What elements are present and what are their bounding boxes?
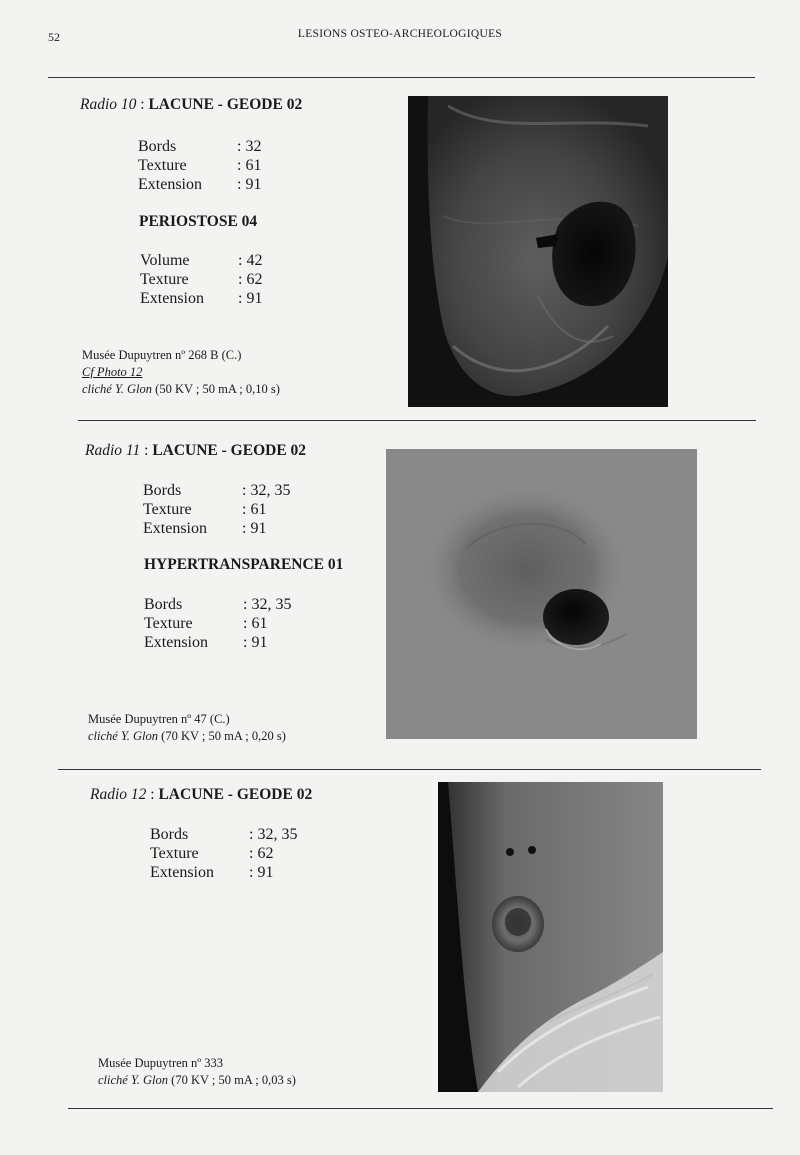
measure-label: Texture (140, 271, 189, 288)
measure-label: Extension (144, 634, 208, 651)
page-number: 52 (48, 30, 60, 44)
cliche-author: cliché Y. Glon (98, 1073, 169, 1087)
measure-value: : 32, 35 (249, 826, 298, 843)
section-subtitle: HYPERTRANSPARENCE 01 (144, 556, 344, 573)
measure-label: Bords (143, 482, 182, 499)
measure-value: : 61 (243, 615, 268, 632)
museum-reference: Musée Dupuytren nº 333 (98, 1056, 224, 1070)
radiograph-11 (386, 449, 697, 739)
measure-label: Bords (144, 596, 183, 613)
measure-value: : 42 (238, 252, 263, 269)
measure-label: Texture (143, 501, 192, 518)
cliche-params: (70 KV ; 50 mA ; 0,03 s) (171, 1073, 296, 1087)
museum-reference: Musée Dupuytren nº 268 B (C.) (82, 348, 242, 362)
measure-value: : 62 (238, 271, 263, 288)
radio-number: Radio 10 (80, 96, 137, 113)
lesion-name: LACUNE - GEODE 02 (158, 786, 313, 803)
cliche-author: cliché Y. Glon (82, 382, 153, 396)
radio-number: Radio 11 (85, 442, 141, 459)
measure-value: : 62 (249, 845, 274, 862)
measure-value: : 32 (237, 138, 262, 155)
radio-number: Radio 12 (90, 786, 147, 803)
measure-label: Texture (150, 845, 199, 862)
cliche-author: cliché Y. Glon (88, 729, 159, 743)
measure-value: : 91 (249, 864, 274, 881)
measure-label: Extension (138, 176, 202, 193)
caption-block (88, 711, 286, 745)
section-rule (78, 420, 756, 421)
measure-value: : 91 (237, 176, 262, 193)
measure-label: Texture (138, 157, 187, 174)
museum-reference: Musée Dupuytren nº 47 (C.) (88, 712, 230, 726)
caption-block (82, 347, 280, 398)
cliche-line (82, 381, 280, 398)
measure-value: : 61 (237, 157, 262, 174)
measure-value: : 91 (238, 290, 263, 307)
measure-label: Bords (150, 826, 189, 843)
measure-label: Extension (150, 864, 214, 881)
cliche-params: (50 KV ; 50 mA ; 0,10 s) (155, 382, 280, 396)
radio-12-title: Radio 12 : LACUNE - GEODE 02 (90, 786, 313, 803)
measure-value: : 32, 35 (242, 482, 291, 499)
measure-label: Extension (143, 520, 207, 537)
measure-label: Extension (140, 290, 204, 307)
radio-10-title: Radio 10 : LACUNE - GEODE 02 (80, 96, 303, 113)
radio-11-title: Radio 11 : LACUNE - GEODE 02 (85, 442, 307, 459)
measure-label: Bords (138, 138, 177, 155)
footer-rule (68, 1108, 773, 1109)
radiograph-12 (438, 782, 663, 1092)
measure-value: : 91 (243, 634, 268, 651)
cliche-params: (70 KV ; 50 mA ; 0,20 s) (161, 729, 286, 743)
photo-reference: Cf Photo 12 (82, 365, 143, 379)
lesion-name: LACUNE - GEODE 02 (152, 442, 307, 459)
measure-label: Volume (140, 252, 190, 269)
measure-value: : 32, 35 (243, 596, 292, 613)
measure-value: : 91 (242, 520, 267, 537)
measure-value: : 61 (242, 501, 267, 518)
header-rule (48, 77, 755, 78)
caption-block (98, 1055, 296, 1089)
cliche-line (98, 1072, 296, 1089)
measure-label: Texture (144, 615, 193, 632)
cliche-line (88, 728, 286, 745)
radiograph-10 (408, 96, 668, 407)
section-subtitle: PERIOSTOSE 04 (139, 213, 258, 230)
running-header: LESIONS OSTEO-ARCHEOLOGIQUES (297, 28, 503, 40)
section-rule (58, 769, 761, 770)
lesion-name: LACUNE - GEODE 02 (148, 96, 303, 113)
